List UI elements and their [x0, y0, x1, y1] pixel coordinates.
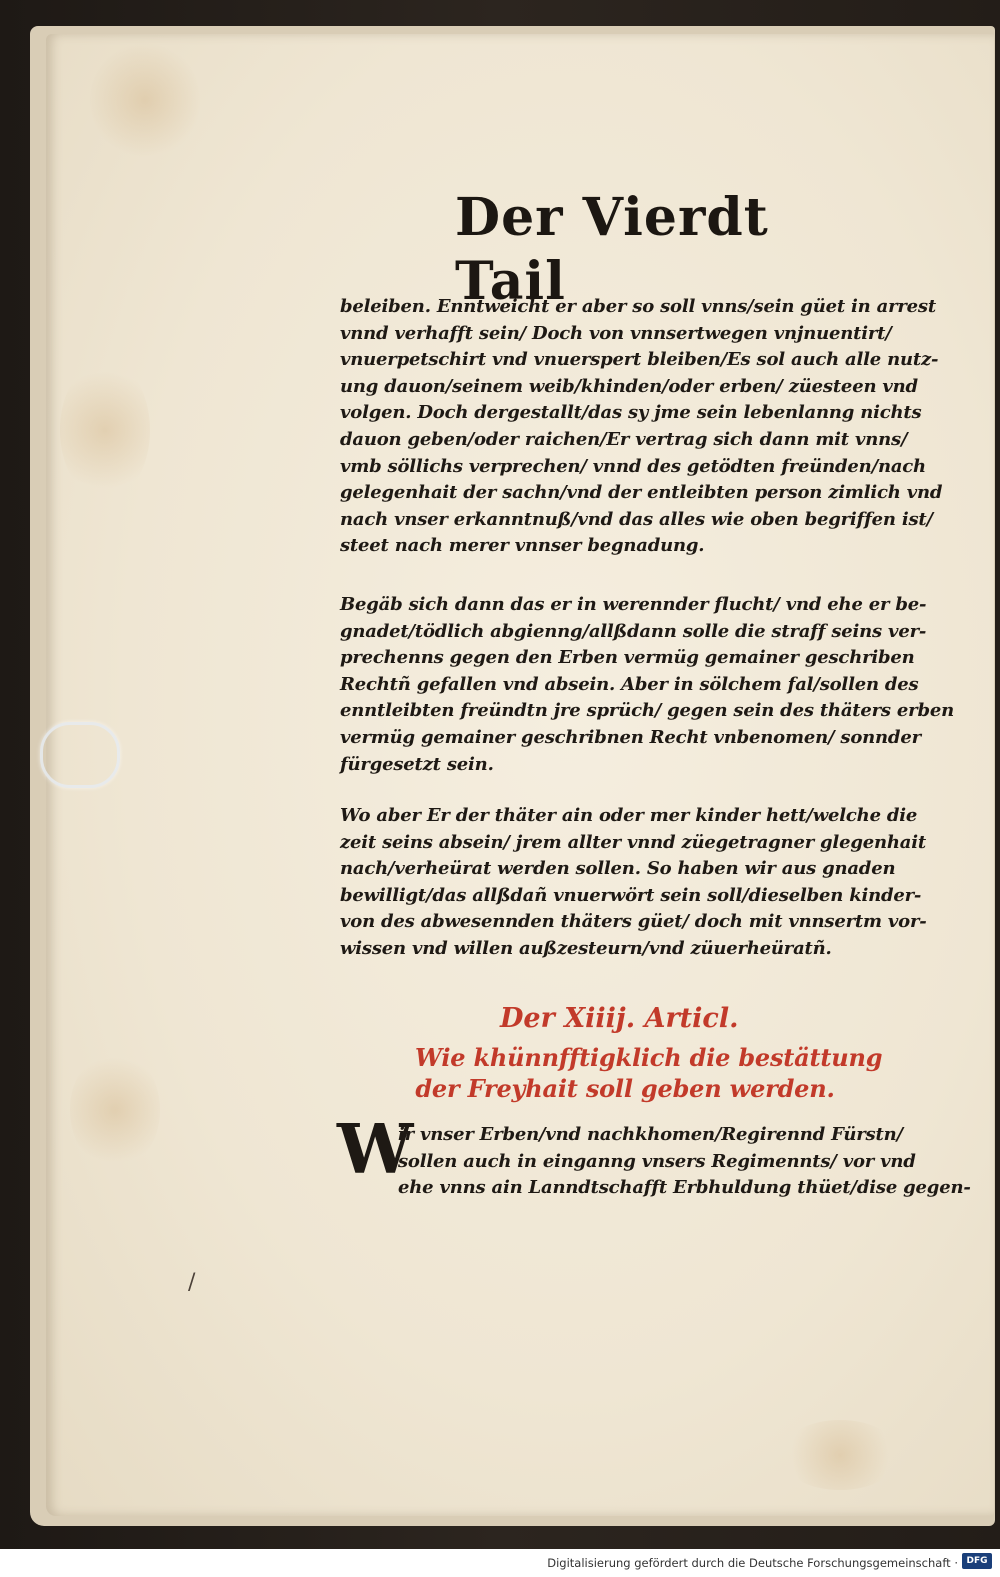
subtitle-line: Wie khünnfftigklich die bestättung [415, 1043, 883, 1072]
text-line: beleiben. Enntweicht er aber so soll vnns/sein güet in arrest [340, 296, 936, 317]
text-line: ir vnser Erben/vnd nachkhomen/Regirennd Fürstn/ [398, 1124, 903, 1145]
text-line: fürgesetzt sein. [340, 753, 494, 775]
pencil-mark: / [188, 1270, 196, 1295]
text-line: prechenns gegen den Erben vermüg gemainer geschriben [340, 647, 915, 669]
paper-clip [40, 722, 120, 788]
text-line: ehe vnns ain Lanndtschafft Erbhuldung thüet/dise gegen- [398, 1177, 971, 1199]
article-title: Der Xiiij. Articl. [500, 1003, 739, 1034]
text-line: nach vnser erkanntnuß/vnd das alles wie oben begriffen ist/ [340, 508, 933, 530]
text-line: dauon geben/oder raichen/Er vertrag sich dann mit vnns/ [340, 428, 908, 450]
paper-stain [70, 1050, 160, 1170]
subtitle-line: der Freyhait soll geben werden. [415, 1074, 835, 1103]
initial-letter: W [337, 1110, 414, 1190]
text-line: ung dauon/seinem weib/khinden/oder erben/ züesteen vnd [340, 375, 918, 397]
article-subtitle [415, 1042, 883, 1104]
paper-stain [60, 360, 150, 500]
text-line: steet nach merer vnnser begnadung. [340, 535, 705, 557]
paragraph-4 [398, 1122, 971, 1202]
paper-stain [90, 40, 200, 160]
text-line: wissen vnd willen außzesteurn/vnd züuerheüratñ. [340, 937, 832, 959]
paper-stain [780, 1420, 900, 1490]
text-line: vnuerpetschirt vnd vnuerspert bleiben/Es sol auch alle nutz- [340, 349, 939, 371]
text-line: enntleibten freündtn jre sprüch/ gegen sein des thäters erben [340, 700, 954, 722]
text-line: zeit seins absein/ jrem allter vnnd züegetragner glegenhait [340, 831, 926, 853]
funding-credit: Digitalisierung gefördert durch die Deutsche Forschungsgemeinschaft · [547, 1556, 958, 1570]
text-line: gnadet/tödlich abgienng/allßdann solle die straff seins ver- [340, 620, 927, 642]
text-line: volgen. Doch dergestallt/das sy jme sein lebenlanng nichts [340, 402, 922, 424]
text-line: Wo aber Er der thäter ain oder mer kinder hett/welche die [340, 805, 918, 826]
paragraph-3 [340, 803, 927, 963]
text-line: vnnd verhafft sein/ Doch von vnnsertwegen vnjnuentirt/ [340, 322, 892, 344]
text-line: von des abwesennden thäters güet/ doch mit vnnsertm vor- [340, 911, 927, 933]
dfg-logo: DFG [962, 1553, 992, 1569]
text-line: vermüg gemainer geschribnen Recht vnbenomen/ sonnder [340, 726, 921, 748]
text-line: nach/verheürat werden sollen. So haben wir aus gnaden [340, 858, 896, 880]
paragraph-1 [340, 294, 943, 560]
text-line: vmb söllichs verprechen/ vnnd des getödten freünden/nach [340, 455, 926, 477]
page-heading: Der Vierdt Tail [455, 187, 769, 312]
text-line: Begäb sich dann das er in werennder flucht/ vnd ehe er be- [340, 594, 927, 615]
paragraph-2 [340, 592, 954, 778]
text-line: sollen auch in einganng vnsers Regimennts/ vor vnd [398, 1150, 916, 1172]
text-line: gelegenhait der sachn/vnd der entleibten person zimlich vnd [340, 482, 943, 504]
text-line: bewilligt/das allßdañ vnuerwört sein soll/dieselben kinder- [340, 884, 922, 906]
text-line: Rechtñ gefallen vnd absein. Aber in sölchem fal/sollen des [340, 673, 919, 695]
